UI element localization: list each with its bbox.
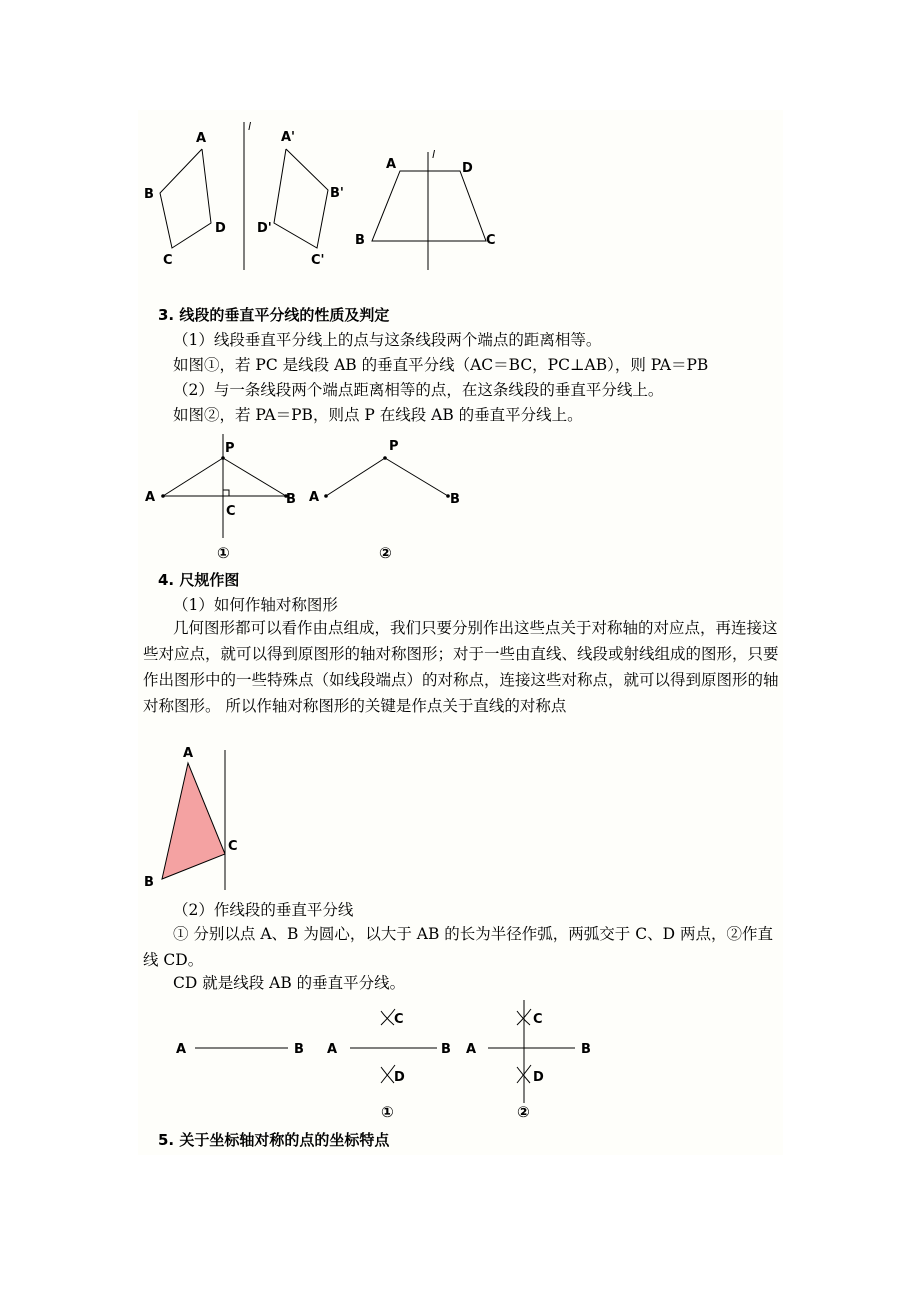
label-A: A xyxy=(183,746,194,761)
section-3-line-1: （1）线段垂直平分线上的点与这条线段两个端点的距离相等。 xyxy=(173,331,602,349)
fig2-label-P: P xyxy=(389,439,399,454)
label-A-prime: A' xyxy=(281,130,296,145)
fig1-number: ① xyxy=(217,544,230,562)
label-C: C xyxy=(228,839,238,854)
step2-number: ① xyxy=(381,1103,394,1121)
section-3-line-3: （2）与一条线段两个端点距离相等的点，在这条线段的垂直平分线上。 xyxy=(173,381,664,399)
step3-label-A: A xyxy=(466,1042,477,1057)
section-3-line-4: 如图②，若 PA＝PB，则点 P 在线段 AB 的垂直平分线上。 xyxy=(173,406,583,424)
step2-label-D: D xyxy=(394,1070,405,1085)
step3-label-C: C xyxy=(533,1012,543,1027)
section-4-sub-1: （1）如何作轴对称图形 xyxy=(173,596,338,614)
fig1-label-B: B xyxy=(286,492,296,507)
fig2-label-B: B xyxy=(450,492,460,507)
label-B: B xyxy=(144,875,154,890)
label-D: D xyxy=(215,221,226,236)
label-l: l xyxy=(432,148,436,161)
label-C-prime: C' xyxy=(311,253,325,268)
label-l: l xyxy=(248,120,252,133)
fig1-label-A: A xyxy=(145,490,156,505)
step1-label-B: B xyxy=(294,1042,304,1057)
section-3-line-2: 如图①，若 PC 是线段 AB 的垂直平分线（AC＝BC，PC⊥AB），则 PA＝PB xyxy=(173,356,709,374)
construction-conclusion: CD 就是线段 AB 的垂直平分线。 xyxy=(173,974,406,992)
section-3-title: 3. 线段的垂直平分线的性质及判定 xyxy=(158,306,390,324)
step1-label-A: A xyxy=(176,1042,187,1057)
trapezoid-figure xyxy=(350,140,510,275)
label-C: C xyxy=(486,233,496,248)
label-B-prime: B' xyxy=(330,186,344,201)
label-D: D xyxy=(462,161,473,176)
step2-label-A: A xyxy=(327,1042,338,1057)
fig1-label-C: C xyxy=(226,504,236,519)
fig2-number: ② xyxy=(379,544,392,562)
construction-steps: ① 分别以点 A、B 为圆心，以大于 AB 的长为半径作弧，两弧交于 C、D 两点，②作直线 CD。 xyxy=(143,925,773,969)
step2-label-C: C xyxy=(394,1012,404,1027)
fig2-label-A: A xyxy=(309,490,320,505)
label-B: B xyxy=(144,187,154,202)
section-4-title: 4. 尺规作图 xyxy=(158,571,240,589)
fig1-label-P: P xyxy=(225,441,235,456)
section-4-sub-2: （2）作线段的垂直平分线 xyxy=(173,901,354,919)
label-B: B xyxy=(355,233,365,248)
step3-label-B: B xyxy=(581,1042,591,1057)
triangle-reflection-figure xyxy=(138,740,248,895)
quadrilateral-reflection-figure xyxy=(138,112,378,277)
construction-figure xyxy=(165,995,605,1125)
label-C: C xyxy=(163,253,173,268)
step3-number: ② xyxy=(517,1103,530,1121)
section-4-paragraph: 几何图形都可以看作由点组成，我们只要分别作出这些点关于对称轴的对应点，再连接这些对应点，就可以得到原图形的轴对称图形；对于一些由直线、线段或射线组成的图形，只要作出图形中的一些特殊点（如线段端点）的对称点，连接这些对称点，就可以得到原图形的轴对称图形。 所以作轴对称图形的关键是作点关于直线的对称点 xyxy=(143,619,779,715)
label-A: A xyxy=(196,131,207,146)
step2-label-B: B xyxy=(441,1042,451,1057)
label-D-prime: D' xyxy=(257,221,272,236)
section-5-title: 5. 关于坐标轴对称的点的坐标特点 xyxy=(158,1131,390,1149)
perpendicular-bisector-figure xyxy=(138,428,478,568)
step3-label-D: D xyxy=(533,1070,544,1085)
label-A: A xyxy=(386,157,397,172)
